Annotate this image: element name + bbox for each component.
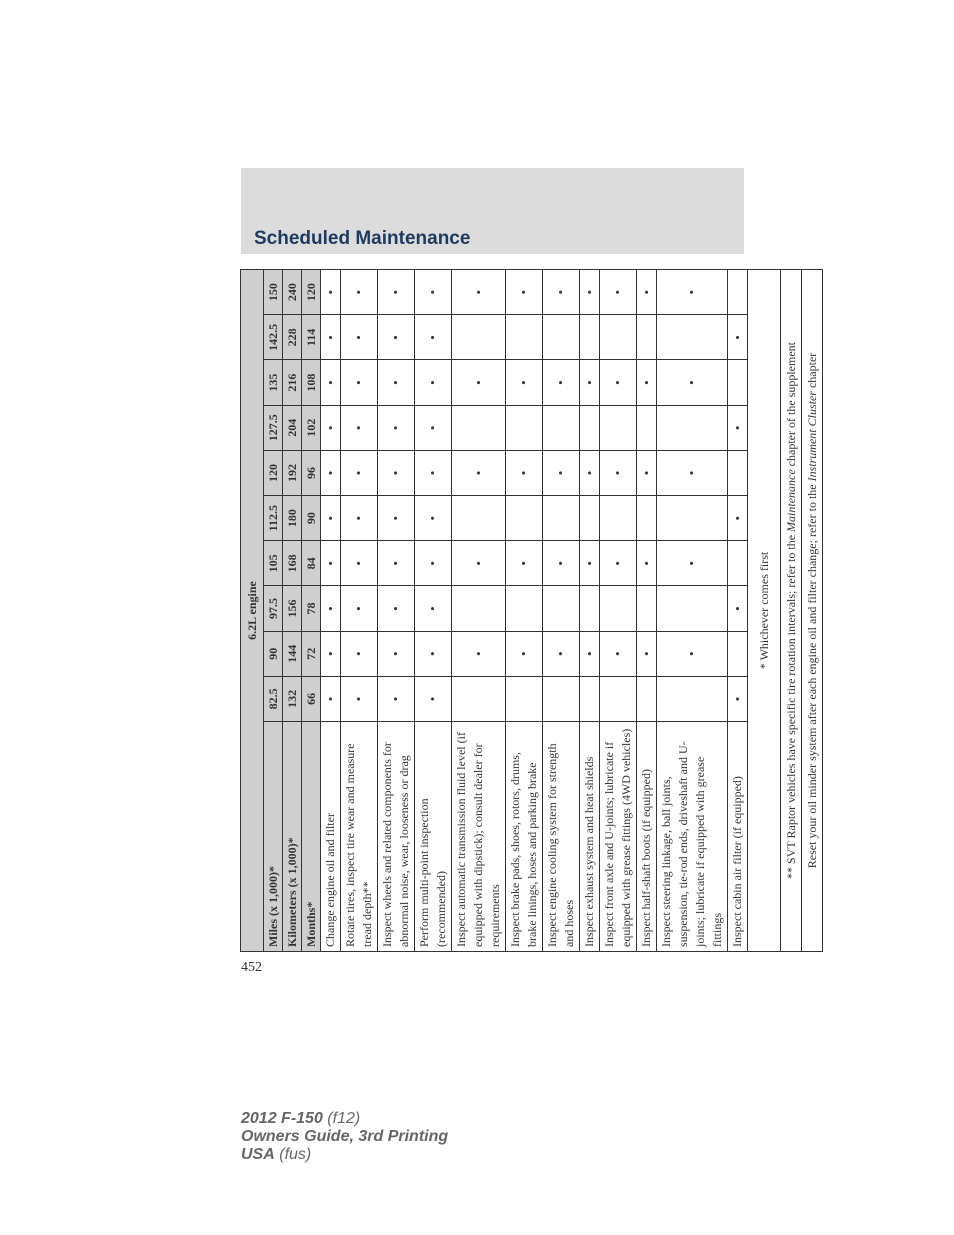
interval-header-row xyxy=(283,269,302,951)
task-label: Change engine oil and filter xyxy=(321,722,341,952)
bullet-mark: • xyxy=(452,450,506,495)
bullet-mark: • xyxy=(506,631,543,676)
bullet-mark: • xyxy=(321,676,341,721)
bullet-mark: • xyxy=(321,450,341,495)
footer-line-1 xyxy=(241,1110,448,1128)
bullet-mark: • xyxy=(506,541,543,586)
interval-value: 204 xyxy=(283,405,302,450)
bullet-mark: • xyxy=(415,586,452,631)
note-reset-oil-minder xyxy=(802,269,823,951)
task-label: Inspect exhaust system and heat shields xyxy=(580,722,600,952)
task-label: Perform multi-point inspection (recommended) xyxy=(415,722,452,952)
bullet-mark: • xyxy=(600,541,637,586)
bullet-mark: • xyxy=(415,541,452,586)
interval-header-row xyxy=(264,269,283,951)
empty-cell xyxy=(506,586,543,631)
maintenance-schedule-table xyxy=(240,269,823,952)
empty-cell xyxy=(728,269,748,314)
footer-model-code: (f12) xyxy=(327,1110,361,1127)
empty-cell xyxy=(600,405,637,450)
interval-value: 84 xyxy=(302,541,321,586)
bullet-mark: • xyxy=(415,496,452,541)
empty-cell xyxy=(657,315,728,360)
task-row xyxy=(637,269,657,951)
task-row xyxy=(415,269,452,951)
bullet-mark: • xyxy=(580,450,600,495)
bullet-mark: • xyxy=(415,315,452,360)
bullet-mark: • xyxy=(321,360,341,405)
empty-cell xyxy=(580,315,600,360)
bullet-mark: • xyxy=(378,450,415,495)
bullet-mark: • xyxy=(728,405,748,450)
bullet-mark: • xyxy=(543,450,580,495)
bullet-mark: • xyxy=(415,405,452,450)
bullet-mark: • xyxy=(728,315,748,360)
note-reset-prefix: Reset your oil minder system after each engine oil and filter change; refer to the xyxy=(805,484,819,869)
bullet-mark: • xyxy=(341,405,378,450)
empty-cell xyxy=(657,676,728,721)
bullet-mark: • xyxy=(321,315,341,360)
bullet-mark: • xyxy=(543,269,580,314)
empty-cell xyxy=(657,405,728,450)
interval-value: 144 xyxy=(283,631,302,676)
task-label: Inspect steering linkage, ball joints, suspension, tie-rod ends, driveshaft and U-joints; lubricate if equipped with grease fittings xyxy=(657,722,728,952)
interval-value: 240 xyxy=(283,269,302,314)
bullet-mark: • xyxy=(341,269,378,314)
bullet-mark: • xyxy=(506,269,543,314)
interval-value: 102 xyxy=(302,405,321,450)
empty-cell xyxy=(543,405,580,450)
section-header-band xyxy=(241,168,744,254)
interval-value: 114 xyxy=(302,315,321,360)
empty-cell xyxy=(506,496,543,541)
bullet-mark: • xyxy=(341,586,378,631)
note-whichever: * Whichever comes first xyxy=(748,269,781,951)
bullet-mark: • xyxy=(637,631,657,676)
footer-market-code: (fus) xyxy=(279,1146,312,1163)
interval-value: 96 xyxy=(302,450,321,495)
empty-cell xyxy=(580,405,600,450)
bullet-mark: • xyxy=(415,360,452,405)
bullet-mark: • xyxy=(543,541,580,586)
interval-value: 150 xyxy=(264,269,283,314)
empty-cell xyxy=(580,586,600,631)
empty-cell xyxy=(543,315,580,360)
bullet-mark: • xyxy=(600,631,637,676)
interval-value: 156 xyxy=(283,586,302,631)
bullet-mark: • xyxy=(506,450,543,495)
bullet-mark: • xyxy=(657,631,728,676)
bullet-mark: • xyxy=(580,631,600,676)
interval-value: 120 xyxy=(264,450,283,495)
bullet-mark: • xyxy=(415,269,452,314)
task-row xyxy=(341,269,378,951)
engine-header: 6.2L engine xyxy=(241,269,264,951)
empty-cell xyxy=(657,586,728,631)
empty-cell xyxy=(452,315,506,360)
empty-cell xyxy=(600,496,637,541)
interval-value: 66 xyxy=(302,676,321,721)
bullet-mark: • xyxy=(637,541,657,586)
bullet-mark: • xyxy=(600,269,637,314)
page-number: 452 xyxy=(241,960,262,975)
bullet-mark: • xyxy=(378,360,415,405)
bullet-mark: • xyxy=(580,541,600,586)
bullet-mark: • xyxy=(728,586,748,631)
empty-cell xyxy=(452,676,506,721)
bullet-mark: • xyxy=(378,586,415,631)
interval-value: 120 xyxy=(302,269,321,314)
interval-header-label: Miles (x 1,000)* xyxy=(264,722,283,952)
interval-value: 78 xyxy=(302,586,321,631)
document-footer xyxy=(241,1110,448,1164)
empty-cell xyxy=(452,586,506,631)
task-row xyxy=(580,269,600,951)
bullet-mark: • xyxy=(657,360,728,405)
interval-header-label: Kilometers (x 1,000)* xyxy=(283,722,302,952)
empty-cell xyxy=(600,676,637,721)
task-label: Inspect cabin air filter (if equipped) xyxy=(728,722,748,952)
bullet-mark: • xyxy=(378,541,415,586)
bullet-mark: • xyxy=(543,631,580,676)
interval-value: 228 xyxy=(283,315,302,360)
bullet-mark: • xyxy=(452,360,506,405)
empty-cell xyxy=(452,496,506,541)
task-label: Inspect automatic transmission fluid level (if equipped with dipstick); consult dealer for requirements xyxy=(452,722,506,952)
empty-cell xyxy=(506,676,543,721)
bullet-mark: • xyxy=(341,496,378,541)
task-label: Inspect engine cooling system for strength and hoses xyxy=(543,722,580,952)
task-label: Rotate tires, inspect tire wear and measure tread depth** xyxy=(341,722,378,952)
empty-cell xyxy=(600,315,637,360)
interval-value: 216 xyxy=(283,360,302,405)
interval-value: 97.5 xyxy=(264,586,283,631)
maintenance-table-frame xyxy=(240,270,819,952)
bullet-mark: • xyxy=(657,450,728,495)
task-row xyxy=(378,269,415,951)
empty-cell xyxy=(543,586,580,631)
section-title: Scheduled Maintenance xyxy=(254,228,471,249)
bullet-mark: • xyxy=(321,496,341,541)
footer-model: 2012 F-150 xyxy=(241,1110,323,1127)
bullet-mark: • xyxy=(657,269,728,314)
bullet-mark: • xyxy=(378,631,415,676)
task-label: Inspect brake pads, shoes, rotors, drums, brake linings, hoses and parking brake xyxy=(506,722,543,952)
bullet-mark: • xyxy=(378,315,415,360)
bullet-mark: • xyxy=(341,315,378,360)
task-row xyxy=(543,269,580,951)
bullet-mark: • xyxy=(341,450,378,495)
empty-cell xyxy=(728,450,748,495)
bullet-mark: • xyxy=(506,360,543,405)
note-svt-suffix: chapter of the supplement xyxy=(784,342,798,467)
empty-cell xyxy=(637,405,657,450)
empty-cell xyxy=(452,405,506,450)
table-notes xyxy=(748,269,823,951)
empty-cell xyxy=(543,676,580,721)
bullet-mark: • xyxy=(728,676,748,721)
empty-cell xyxy=(728,631,748,676)
empty-cell xyxy=(637,676,657,721)
bullet-mark: • xyxy=(378,676,415,721)
empty-cell xyxy=(637,496,657,541)
empty-cell xyxy=(637,586,657,631)
interval-value: 82.5 xyxy=(264,676,283,721)
bullet-mark: • xyxy=(321,269,341,314)
interval-value: 127.5 xyxy=(264,405,283,450)
interval-value: 90 xyxy=(302,496,321,541)
bullet-mark: • xyxy=(321,405,341,450)
bullet-mark: • xyxy=(341,676,378,721)
bullet-mark: • xyxy=(415,450,452,495)
interval-value: 192 xyxy=(283,450,302,495)
empty-cell xyxy=(600,586,637,631)
bullet-mark: • xyxy=(637,450,657,495)
task-row xyxy=(600,269,637,951)
bullet-mark: • xyxy=(580,360,600,405)
bullet-mark: • xyxy=(452,541,506,586)
bullet-mark: • xyxy=(415,631,452,676)
task-row xyxy=(452,269,506,951)
note-svt-raptor xyxy=(781,269,802,951)
empty-cell xyxy=(657,496,728,541)
interval-value: 108 xyxy=(302,360,321,405)
footer-line-2: Owners Guide, 3rd Printing xyxy=(241,1128,449,1145)
interval-value: 142.5 xyxy=(264,315,283,360)
task-row xyxy=(728,269,748,951)
bullet-mark: • xyxy=(415,676,452,721)
bullet-mark: • xyxy=(637,269,657,314)
bullet-mark: • xyxy=(341,541,378,586)
empty-cell xyxy=(580,676,600,721)
bullet-mark: • xyxy=(378,496,415,541)
task-label: Inspect half-shaft boots (if equipped) xyxy=(637,722,657,952)
interval-header-row xyxy=(302,269,321,951)
bullet-mark: • xyxy=(341,631,378,676)
interval-value: 168 xyxy=(283,541,302,586)
bullet-mark: • xyxy=(580,269,600,314)
bullet-mark: • xyxy=(543,360,580,405)
bullet-mark: • xyxy=(378,269,415,314)
note-reset-link: Instrument Cluster xyxy=(805,391,819,482)
interval-value: 72 xyxy=(302,631,321,676)
interval-value: 112.5 xyxy=(264,496,283,541)
bullet-mark: • xyxy=(321,586,341,631)
empty-cell xyxy=(543,496,580,541)
bullet-mark: • xyxy=(637,360,657,405)
task-label: Inspect wheels and related components for abnormal noise, wear, looseness or drag xyxy=(378,722,415,952)
empty-cell xyxy=(506,315,543,360)
interval-header-label: Months* xyxy=(302,722,321,952)
bullet-mark: • xyxy=(600,450,637,495)
empty-cell xyxy=(728,360,748,405)
interval-value: 180 xyxy=(283,496,302,541)
bullet-mark: • xyxy=(378,405,415,450)
bullet-mark: • xyxy=(321,631,341,676)
bullet-mark: • xyxy=(728,496,748,541)
interval-value: 105 xyxy=(264,541,283,586)
footer-line-3 xyxy=(241,1146,448,1164)
task-row xyxy=(506,269,543,951)
note-reset-suffix: chapter xyxy=(805,352,819,389)
bullet-mark: • xyxy=(321,541,341,586)
task-label: Inspect front axle and U-joints; lubricate if equipped with grease fittings (4WD vehicles) xyxy=(600,722,637,952)
task-row xyxy=(321,269,341,951)
bullet-mark: • xyxy=(452,269,506,314)
empty-cell xyxy=(506,405,543,450)
bullet-mark: • xyxy=(657,541,728,586)
interval-value: 132 xyxy=(283,676,302,721)
interval-value: 90 xyxy=(264,631,283,676)
bullet-mark: • xyxy=(341,360,378,405)
empty-cell xyxy=(580,496,600,541)
bullet-mark: • xyxy=(600,360,637,405)
task-row xyxy=(657,269,728,951)
empty-cell xyxy=(728,541,748,586)
note-svt-prefix: ** SVT Raptor vehicles have specific tire rotation intervals; refer to the xyxy=(784,534,798,879)
interval-value: 135 xyxy=(264,360,283,405)
empty-cell xyxy=(637,315,657,360)
bullet-mark: • xyxy=(452,631,506,676)
footer-market: USA xyxy=(241,1146,275,1163)
note-svt-link: Maintenance xyxy=(784,469,798,532)
